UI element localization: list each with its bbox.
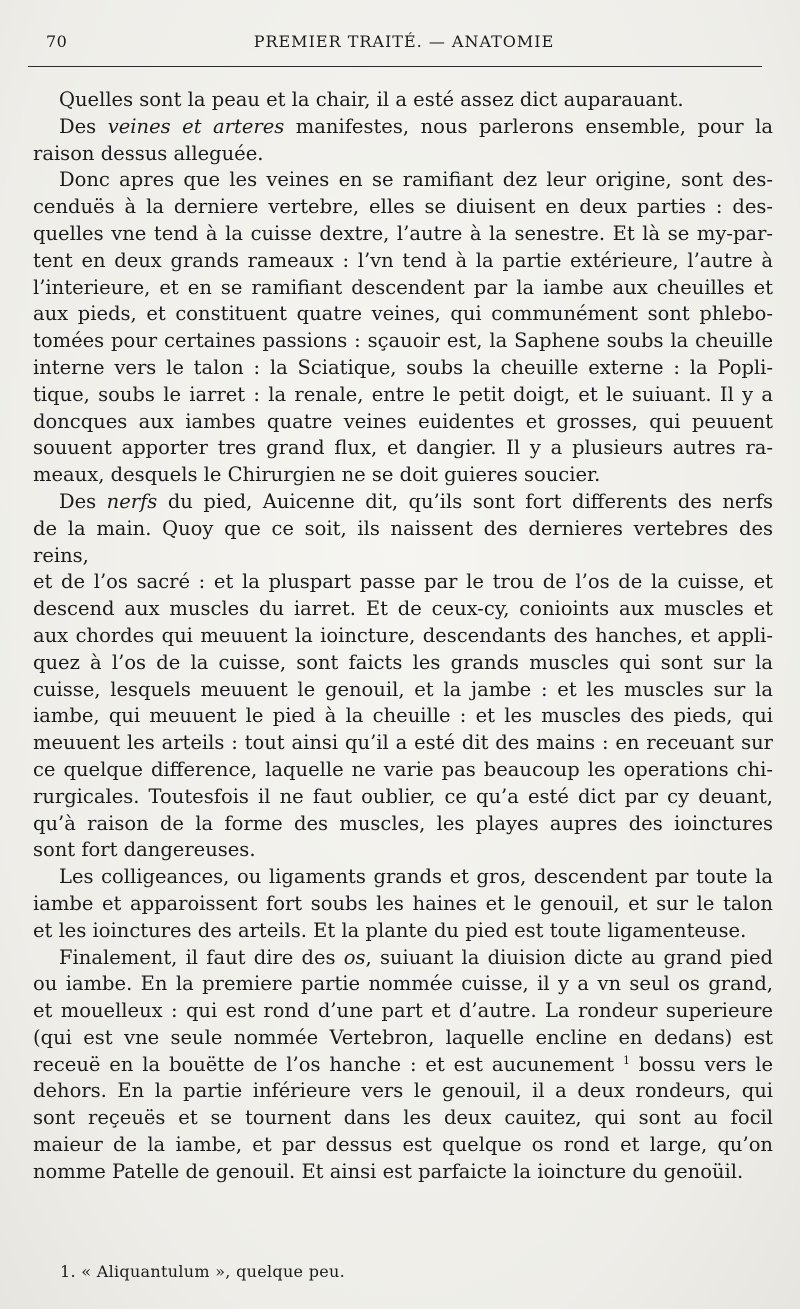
footnote-marker: 1 bbox=[622, 1053, 630, 1067]
text-line: dehors. En la partie inférieure vers le genouil, il a deux rondeurs, qui bbox=[33, 1079, 773, 1103]
text-line: meaux, desquels le Chirurgien ne se doit guieres soucier. bbox=[33, 463, 601, 487]
italic-term: veines et arteres bbox=[107, 114, 285, 138]
text-line: et mouelleux : qui est rond d’une part et d’autre. La rondeur superieure bbox=[33, 999, 773, 1023]
text-line: sont reçeuës et se tournent dans les deux cauitez, qui sont au focil bbox=[33, 1106, 773, 1130]
running-head: PREMIER TRAITÉ. — ANATOMIE bbox=[253, 32, 555, 51]
paragraph bbox=[33, 87, 773, 114]
text-line: Des veines et arteres manifestes, nous parlerons ensemble, pour la bbox=[59, 114, 773, 138]
italic-term: os bbox=[343, 945, 366, 969]
text-line: Les colligeances, ou ligaments grands et gros, descendent par toute la bbox=[59, 865, 773, 889]
paragraph bbox=[33, 945, 773, 1186]
paragraph bbox=[33, 864, 773, 944]
footnote: 1. « Aliquantulum », quelque peu. bbox=[60, 1262, 346, 1281]
text-line: l’interieure, et en se ramifiant descendent par la iambe aux cheuilles et bbox=[33, 275, 773, 299]
text-line: qu’à raison de la forme des muscles, les playes aupres des ioinctures bbox=[33, 811, 773, 835]
text-line: rurgicales. Toutesfois il ne faut oublier, ce qu’a esté dict par cy deuant, bbox=[33, 784, 773, 808]
text-line: tomées pour certaines passions : sçauoir est, la Saphene soubs la cheuille bbox=[33, 329, 773, 353]
text-line: interne vers le talon : la Sciatique, soubs la cheuille externe : la Popli- bbox=[33, 355, 773, 379]
text-line: receuë en la bouëtte de l’os hanche : et est aucunement $^1$ bossu vers le bbox=[33, 1052, 773, 1076]
paragraph bbox=[33, 167, 773, 489]
text-line: tique, soubs le iarret : la renale, entre le petit doigt, et le suiuant. Il y a bbox=[33, 382, 773, 406]
body-text bbox=[33, 87, 773, 1186]
page-header bbox=[46, 30, 762, 58]
text-line: aux pieds, et constituent quatre veines, qui communément sont phlebo- bbox=[33, 302, 773, 326]
text-line: cenduës à la derniere vertebre, elles se diuisent en deux parties : des- bbox=[33, 195, 773, 219]
text-line: (qui est vne seule nommée Vertebron, laquelle encline en dedans) est bbox=[33, 1025, 773, 1049]
text-line: nomme Patelle de genouil. Et ainsi est parfaicte la ioincture du genoüil. bbox=[33, 1159, 744, 1183]
text-line: et les ioinctures des arteils. Et la plante du pied est toute ligamenteuse. bbox=[33, 918, 747, 942]
text-line: iambe, qui meuuent le pied à la cheuille : et les muscles des pieds, qui bbox=[33, 704, 773, 728]
text-line: Donc apres que les veines en se ramifiant dez leur origine, sont des- bbox=[59, 168, 773, 192]
text-line: quez à l’os de la cuisse, sont faicts les grands muscles qui sont sur la bbox=[33, 650, 773, 674]
text-line: descend aux muscles du iarret. Et de ceux-cy, conioints aux muscles et bbox=[33, 597, 773, 621]
text-line: maieur de la iambe, et par dessus est quelque os rond et large, qu’on bbox=[33, 1133, 773, 1157]
text-line: et de l’os sacré : et la pluspart passe par le trou de l’os de la cuisse, et bbox=[33, 570, 773, 594]
text-line: ce quelque difference, laquelle ne varie pas beaucoup les operations chi- bbox=[33, 757, 773, 781]
text-line: aux chordes qui meuuent la ioincture, descendants des hanches, et appli- bbox=[33, 623, 773, 647]
text-line: meuuent les arteils : tout ainsi qu’il a esté dit des mains : en receuant sur bbox=[33, 731, 773, 755]
paragraph bbox=[33, 114, 773, 168]
text-line: Quelles sont la peau et la chair, il a esté assez dict auparauant. bbox=[59, 88, 684, 111]
text-line: souuent apporter tres grand flux, et dangier. Il y a plusieurs autres ra- bbox=[33, 436, 773, 460]
text-line: iambe et apparoissent fort soubs les haines et le genouil, et sur le talon bbox=[33, 891, 773, 915]
text-line: doncques aux iambes quatre veines euidentes et grosses, qui peuuent bbox=[33, 409, 773, 433]
text-line: quelles vne tend à la cuisse dextre, l’autre à la senestre. Et là se my-par- bbox=[33, 221, 773, 245]
page-number: 70 bbox=[46, 32, 68, 51]
header-rule bbox=[28, 66, 762, 67]
text-line: Finalement, il faut dire des os, suiuant la diuision dicte au grand pied bbox=[59, 945, 773, 969]
text-line: sont fort dangereuses. bbox=[33, 838, 256, 862]
text-line: tent en deux grands rameaux : l’vn tend à la partie extérieure, l’autre à bbox=[33, 248, 773, 272]
text-line: cuisse, lesquels meuuent le genouil, et la jambe : et les muscles sur la bbox=[33, 677, 773, 701]
text-line: Des nerfs du pied, Auicenne dit, qu’ils sont fort differents des nerfs bbox=[59, 489, 773, 513]
text-line: raison dessus alleguée. bbox=[33, 141, 264, 165]
text-line: de la main. Quoy que ce soit, ils naissent des dernieres vertebres des reins, bbox=[33, 516, 773, 567]
paragraph bbox=[33, 489, 773, 864]
text-line: ou iambe. En la premiere partie nommée cuisse, il y a vn seul os grand, bbox=[33, 972, 773, 996]
italic-term: nerfs bbox=[106, 489, 158, 513]
